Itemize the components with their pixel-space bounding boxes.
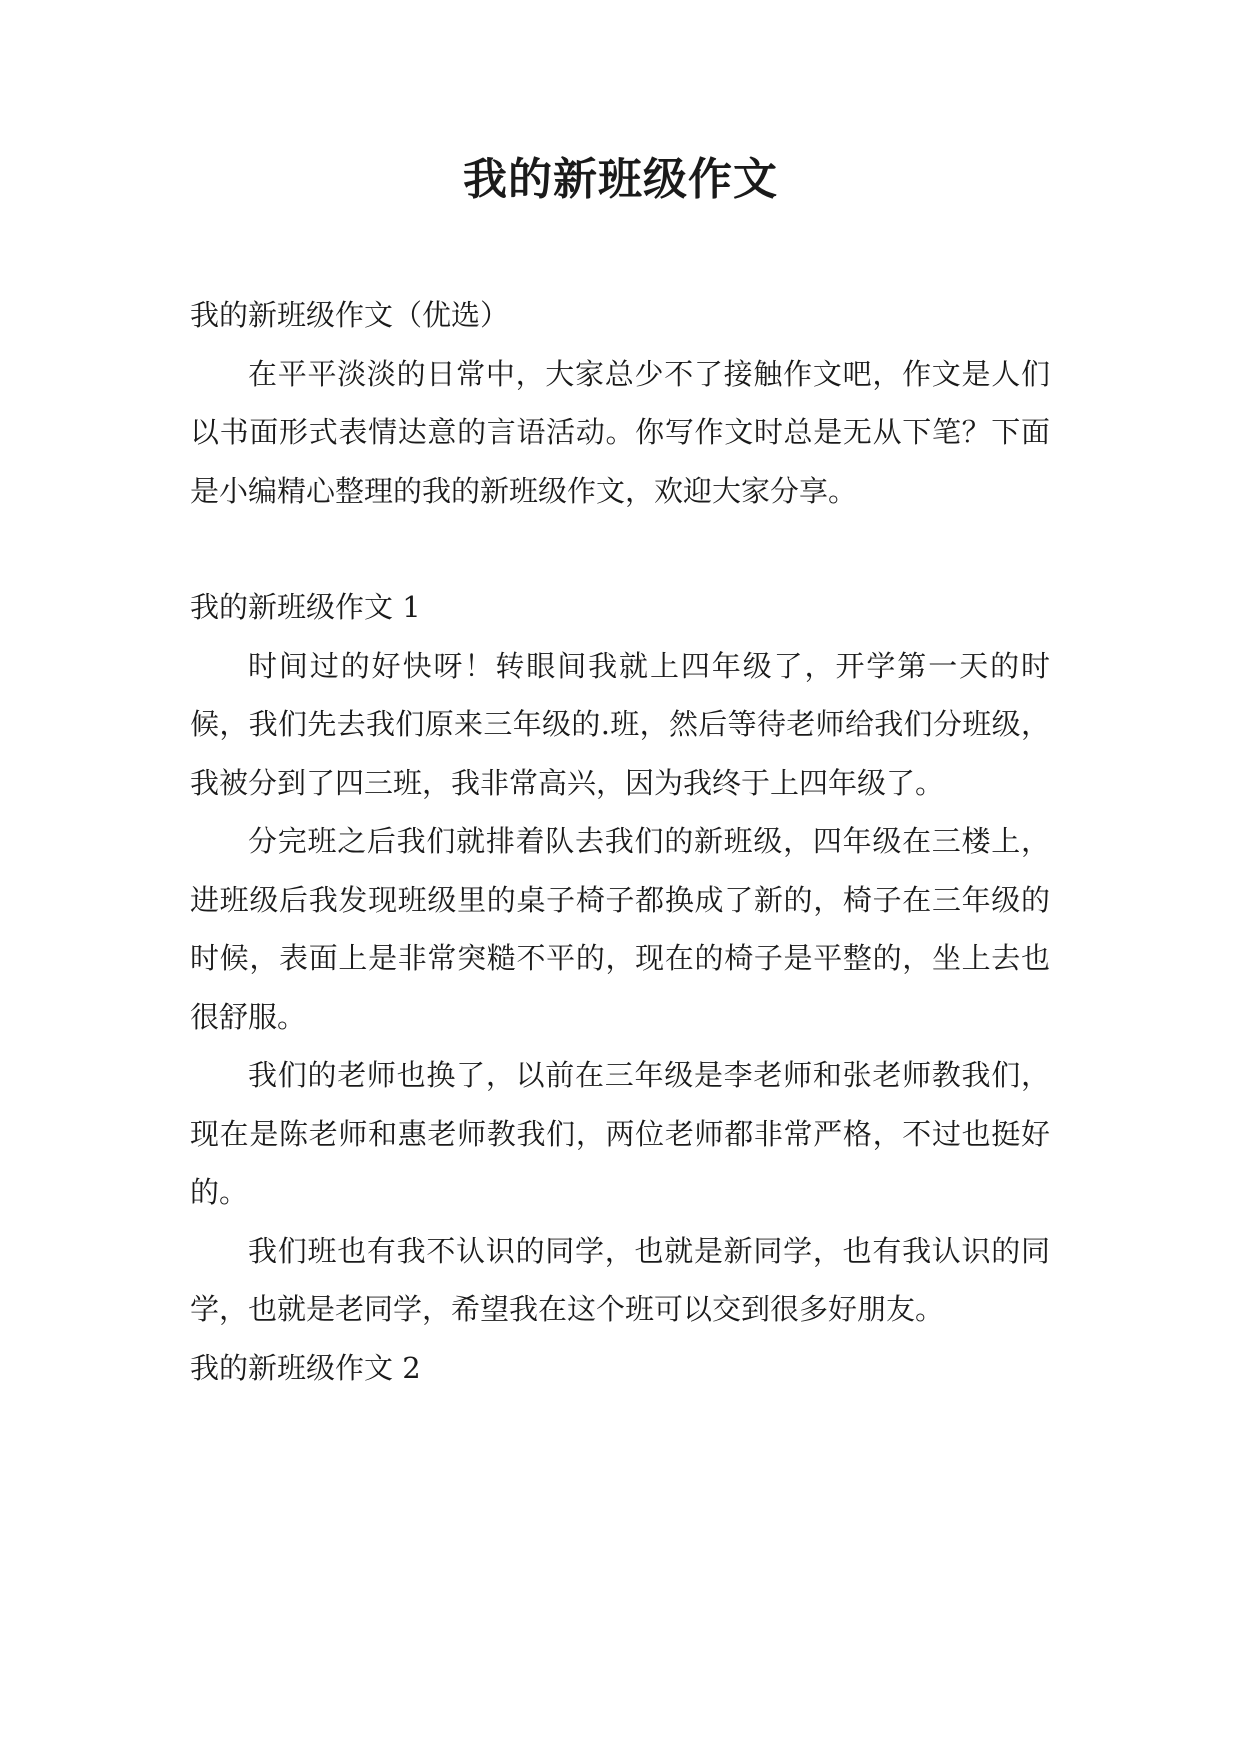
essay-paragraph: 我们的老师也换了，以前在三年级是李老师和张老师教我们，现在是陈老师和惠老师教我们，两位老师都非常严格，不过也挺好的。 [190, 1058, 1050, 1209]
essay-heading: 我的新班级作文 2 [190, 1350, 421, 1385]
section-gap [190, 520, 1050, 578]
document-title: 我的新班级作文 [463, 154, 778, 205]
essay-paragraph: 我们班也有我不认识的同学，也就是新同学，也有我认识的同学，也就是老同学，希望我在这个班可以交到很多好朋友。 [190, 1233, 1050, 1326]
essay-heading: 我的新班级作文 1 [190, 590, 421, 624]
essay-paragraph: 分完班之后我们就排着队去我们的新班级，四年级在三楼上，进班级后我发现班级里的桌子椅子都换成了新的，椅子在三年级的时候，表面上是非常突糙不平的，现在的椅子是平整的，坐上去也很舒服。 [190, 824, 1050, 1034]
document-body [190, 286, 1050, 1397]
intro-paragraph: 在平平淡淡的日常中，大家总少不了接触作文吧，作文是人们以书面形式表情达意的言语活动。你写作文时总是无从下笔？下面是小编精心整理的我的新班级作文，欢迎大家分享。 [190, 356, 1050, 508]
essay-paragraph: 时间过的好快呀！转眼间我就上四年级了，开学第一天的时候，我们先去我们原来三年级的.班，然后等待老师给我们分班级，我被分到了四三班，我非常高兴，因为我终于上四年级了。 [190, 648, 1050, 800]
document-subtitle: 我的新班级作文（优选） [190, 298, 510, 332]
